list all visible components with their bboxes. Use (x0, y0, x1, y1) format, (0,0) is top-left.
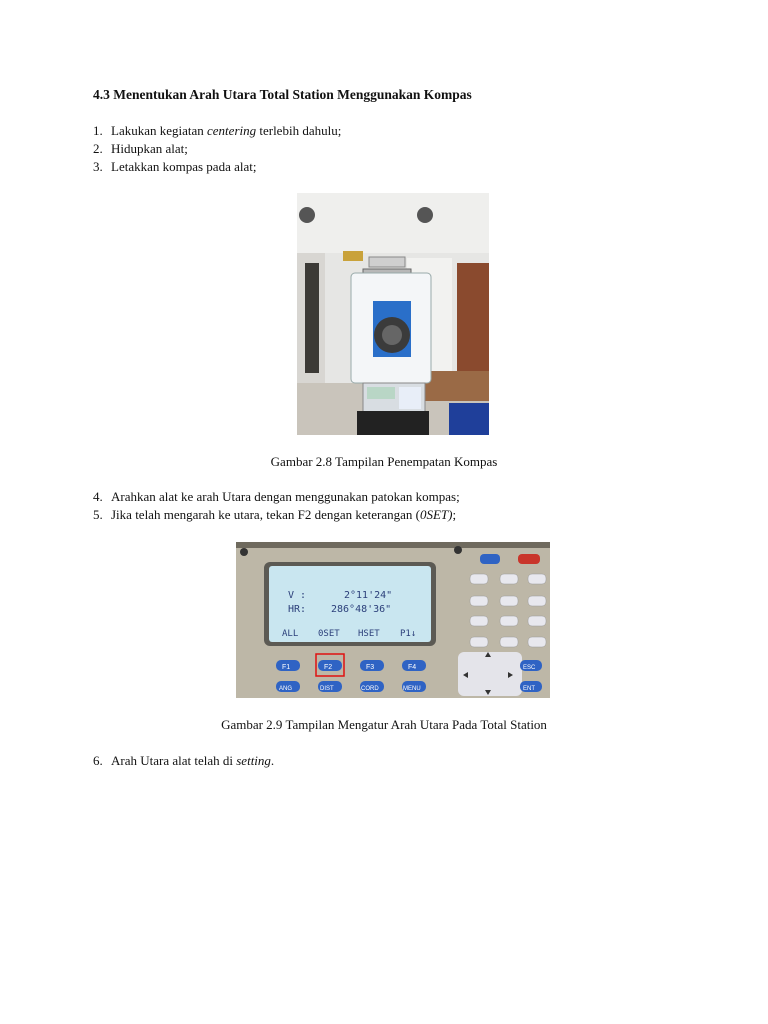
key-f1: F1 (282, 664, 291, 671)
figure1-caption: Gambar 2.8 Tampilan Penempatan Kompas (270, 454, 498, 469)
key-f2: F2 (324, 664, 333, 671)
lcd-softkey-3: HSET (358, 629, 380, 639)
total-station-photo (297, 193, 489, 435)
lcd-v-value: 2°11'24" (344, 590, 393, 601)
key-cord: CORD (361, 686, 379, 692)
list-item: 5. Jika telah mengarah ke utara, tekan F2 dengan keterangan (0SET); (93, 507, 457, 522)
lcd-hr-value: 286°48'36" (331, 604, 392, 615)
key-esc: ESC (523, 665, 536, 671)
key-ent: ENT (523, 686, 535, 692)
keypad-photo (236, 542, 550, 698)
lcd-v-label: V : (288, 590, 307, 601)
lcd-softkey-1: ALL (282, 629, 299, 639)
steps-list-b (93, 488, 460, 524)
section-heading: 4.3 Menentukan Arah Utara Total Station Menggunakan Kompas (93, 87, 472, 102)
steps-list-c (93, 752, 274, 770)
key-f4: F4 (408, 664, 417, 671)
list-item: 3. Letakkan kompas pada alat; (93, 159, 257, 174)
list-item: 6. Arah Utara alat telah di setting. (93, 753, 275, 768)
lcd-softkey-2: 0SET (318, 629, 340, 639)
lcd-hr-label: HR: (288, 604, 307, 615)
key-menu: MENU (403, 686, 421, 692)
figure2-caption: Gambar 2.9 Tampilan Mengatur Arah Utara Pada Total Station (221, 717, 547, 732)
list-item: 1. Lakukan kegiatan centering terlebih dahulu; (93, 123, 342, 138)
key-f3: F3 (366, 664, 375, 671)
steps-list-a (93, 122, 341, 176)
key-ang: ANG (279, 686, 293, 692)
lcd-softkey-4: P1↓ (400, 629, 417, 639)
key-dist: DIST (320, 686, 334, 692)
list-item: 4. Arahkan alat ke arah Utara dengan menggunakan patokan kompas; (93, 489, 460, 504)
list-item: 2. Hidupkan alat; (93, 141, 188, 156)
